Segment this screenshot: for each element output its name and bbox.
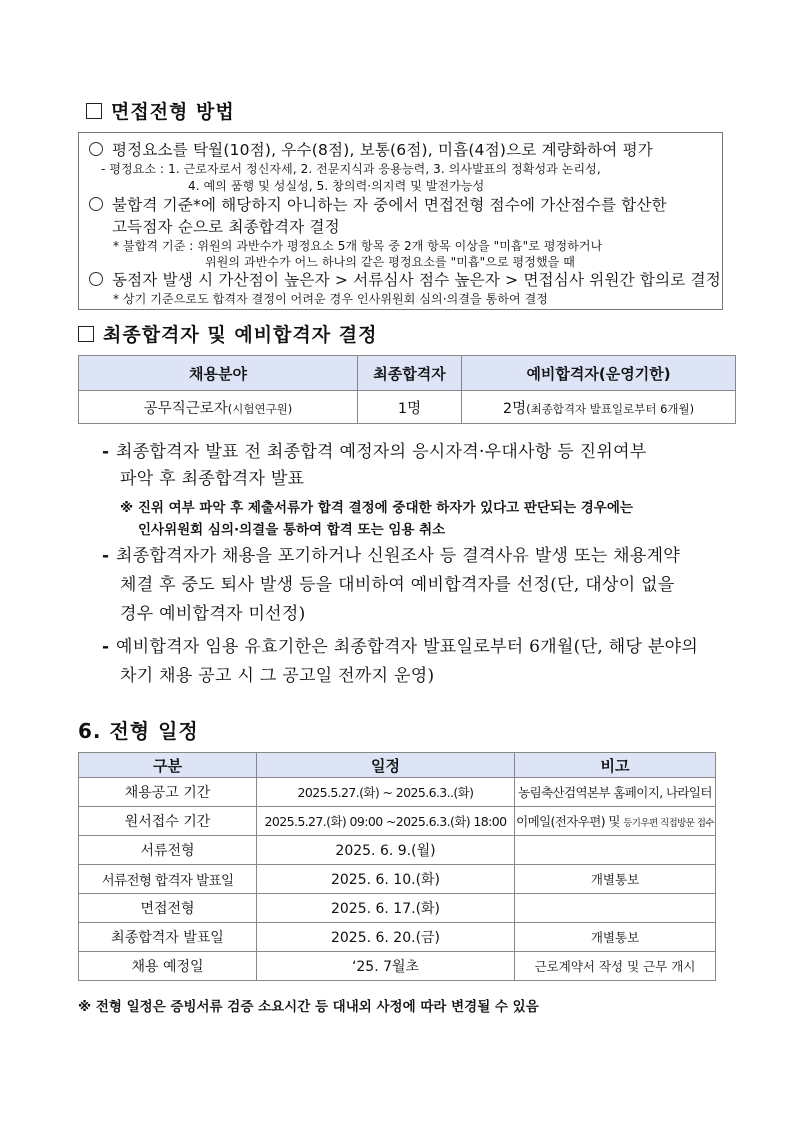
table-row	[79, 807, 716, 836]
bullet-1-line-1	[102, 437, 647, 462]
circle-bullet-icon	[89, 272, 103, 286]
cell-stage: 원서접수 기간	[79, 807, 257, 836]
field-main: 공무직근로자	[143, 400, 228, 417]
cell-note	[515, 894, 716, 923]
table-row	[79, 923, 716, 952]
table-header-row	[79, 753, 716, 778]
method-item-3-sub-1: * 상기 기준으로도 합격자 결정이 어려운 경우 인사위원회 심의·의결을 통하여 결정	[113, 292, 548, 306]
header-date: 일정	[257, 753, 515, 778]
cell-note: 개별통보	[515, 923, 716, 952]
reserve-main: 2명	[502, 400, 527, 417]
cell-note: 근로계약서 작성 및 근무 개시	[515, 952, 716, 981]
cell-note: 개별통보	[515, 865, 716, 894]
header-final: 최종합격자	[358, 356, 462, 391]
table-row	[79, 391, 736, 424]
interview-method-box	[78, 132, 723, 310]
cell-note: 농림축산검역본부 홈페이지, 나라일터	[515, 778, 716, 807]
field-sub: (시험연구원)	[227, 401, 293, 416]
cell-stage: 서류전형 합격자 발표일	[79, 865, 257, 894]
cell-stage: 최종합격자 발표일	[79, 923, 257, 952]
cell-date: 2025.5.27.(화) 09:00 ~2025.6.3.(화) 18:00	[257, 807, 515, 836]
bullet-text: 최종합격자가 채용을 포기하거나 신원조사 등 결격사유 발생 또는 채용계약	[116, 546, 681, 566]
cell-stage: 면접전형	[79, 894, 257, 923]
section-title-schedule: 6. 전형 일정	[78, 719, 199, 743]
section-title-interview-method	[86, 97, 235, 124]
table-row	[79, 894, 716, 923]
cell-reserve	[462, 391, 736, 424]
bullet-2-line-2: 체결 후 중도 퇴사 발생 등을 대비하여 예비합격자를 선정(단, 대상이 없을	[120, 575, 675, 595]
method-item-2	[89, 193, 667, 215]
note-line-1: ※ 진위 여부 파악 후 제출서류가 합격 결정에 중대한 하자가 있다고 판단되는 경우에는	[120, 500, 633, 516]
bullet-text: 예비합격자 임용 유효기한은 최종합격자 발표일로부터 6개월(단, 해당 분야의	[116, 637, 699, 657]
cell-date: 2025. 6. 10.(화)	[257, 865, 515, 894]
method-item-text: 동점자 발생 시 가산점이 높은자 > 서류심사 점수 높은자 > 면접심사 위원간 합의로 결정	[112, 271, 721, 289]
header-reserve: 예비합격자(운영기한)	[462, 356, 736, 391]
bullet-2-line-3: 경우 예비합격자 미선정)	[120, 604, 306, 624]
cell-stage: 채용공고 기간	[79, 778, 257, 807]
cell-field	[79, 391, 358, 424]
bullet-text: 최종합격자 발표 전 최종합격 예정자의 응시자격·우대사항 등 진위여부	[116, 442, 647, 462]
cell-note	[515, 807, 716, 836]
header-field: 채용분야	[79, 356, 358, 391]
dash-bullet: -	[102, 442, 110, 462]
cell-stage: 채용 예정일	[79, 952, 257, 981]
cell-final-count: 1명	[358, 391, 462, 424]
cell-date: 2025.5.27.(화) ~ 2025.6.3..(화)	[257, 778, 515, 807]
final-selection-table	[78, 355, 736, 424]
cell-date: ‘25. 7월초	[257, 952, 515, 981]
bullet-3-line-2: 차기 채용 공고 시 그 공고일 전까지 운영)	[120, 666, 435, 686]
method-item-1	[89, 138, 653, 160]
cell-date: 2025. 6. 17.(화)	[257, 894, 515, 923]
bullet-3-line-1	[102, 632, 698, 657]
table-row	[79, 836, 716, 865]
section-title-text: 최종합격자 및 예비합격자 결정	[103, 324, 378, 346]
reserve-sub: (최종합격자 발표일로부터 6개월)	[526, 401, 695, 416]
header-note: 비고	[515, 753, 716, 778]
table-row	[79, 778, 716, 807]
table-header-row	[79, 356, 736, 391]
schedule-footnote: ※ 전형 일정은 증빙서류 검증 소요시간 등 대내외 사정에 따라 변경될 수 있음	[78, 999, 539, 1015]
method-item-2-line-2: 고득점자 순으로 최종합격자 결정	[112, 218, 340, 236]
method-item-text: 평정요소를 탁월(10점), 우수(8점), 보통(6점), 미흡(4점)으로 계량화하여 평가	[112, 141, 653, 159]
section-title-final-selection	[78, 320, 377, 347]
method-item-2-sub-2: 위원의 과반수가 어느 하나의 같은 평정요소를 "미흡"으로 평정했을 때	[205, 255, 575, 269]
method-item-3	[89, 268, 721, 290]
table-row	[79, 952, 716, 981]
note-main: 이메일(전자우편) 및	[516, 814, 624, 829]
circle-bullet-icon	[89, 142, 103, 156]
cell-note	[515, 836, 716, 865]
method-item-2-sub-1: * 불합격 기준 : 위원의 과반수가 평정요소 5개 항목 중 2개 항목 이상을 "미흡"로 평정하거나	[113, 239, 603, 253]
header-stage: 구분	[79, 753, 257, 778]
schedule-table	[78, 752, 716, 981]
section-title-text: 면접전형 방법	[111, 101, 235, 123]
table-row	[79, 865, 716, 894]
note-small: 등기우편 직접방문 접수	[623, 818, 714, 829]
cell-stage: 서류전형	[79, 836, 257, 865]
circle-bullet-icon	[89, 197, 103, 211]
note-line-2: 인사위원회 심의·의결을 통하여 합격 또는 임용 취소	[138, 522, 446, 538]
bullet-2-line-1	[102, 541, 680, 566]
bullet-1-line-2: 파악 후 최종합격자 발표	[120, 469, 305, 489]
method-item-1-sub-1: - 평정요소 : 1. 근로자로서 정신자세, 2. 전문지식과 응용능력, 3. 의사발표의 정확성과 논리성,	[101, 162, 601, 176]
dash-bullet: -	[102, 637, 110, 657]
method-item-text: 불합격 기준*에 해당하지 아니하는 자 중에서 면접전형 점수에 가산점수를 합산한	[112, 196, 667, 214]
cell-date: 2025. 6. 9.(월)	[257, 836, 515, 865]
checkbox-square-icon	[86, 103, 102, 119]
cell-date: 2025. 6. 20.(금)	[257, 923, 515, 952]
dash-bullet: -	[102, 546, 110, 566]
method-item-1-sub-2: 4. 예의 품행 및 성실성, 5. 창의력·의지력 및 발전가능성	[188, 179, 485, 193]
checkbox-square-icon	[78, 326, 94, 342]
